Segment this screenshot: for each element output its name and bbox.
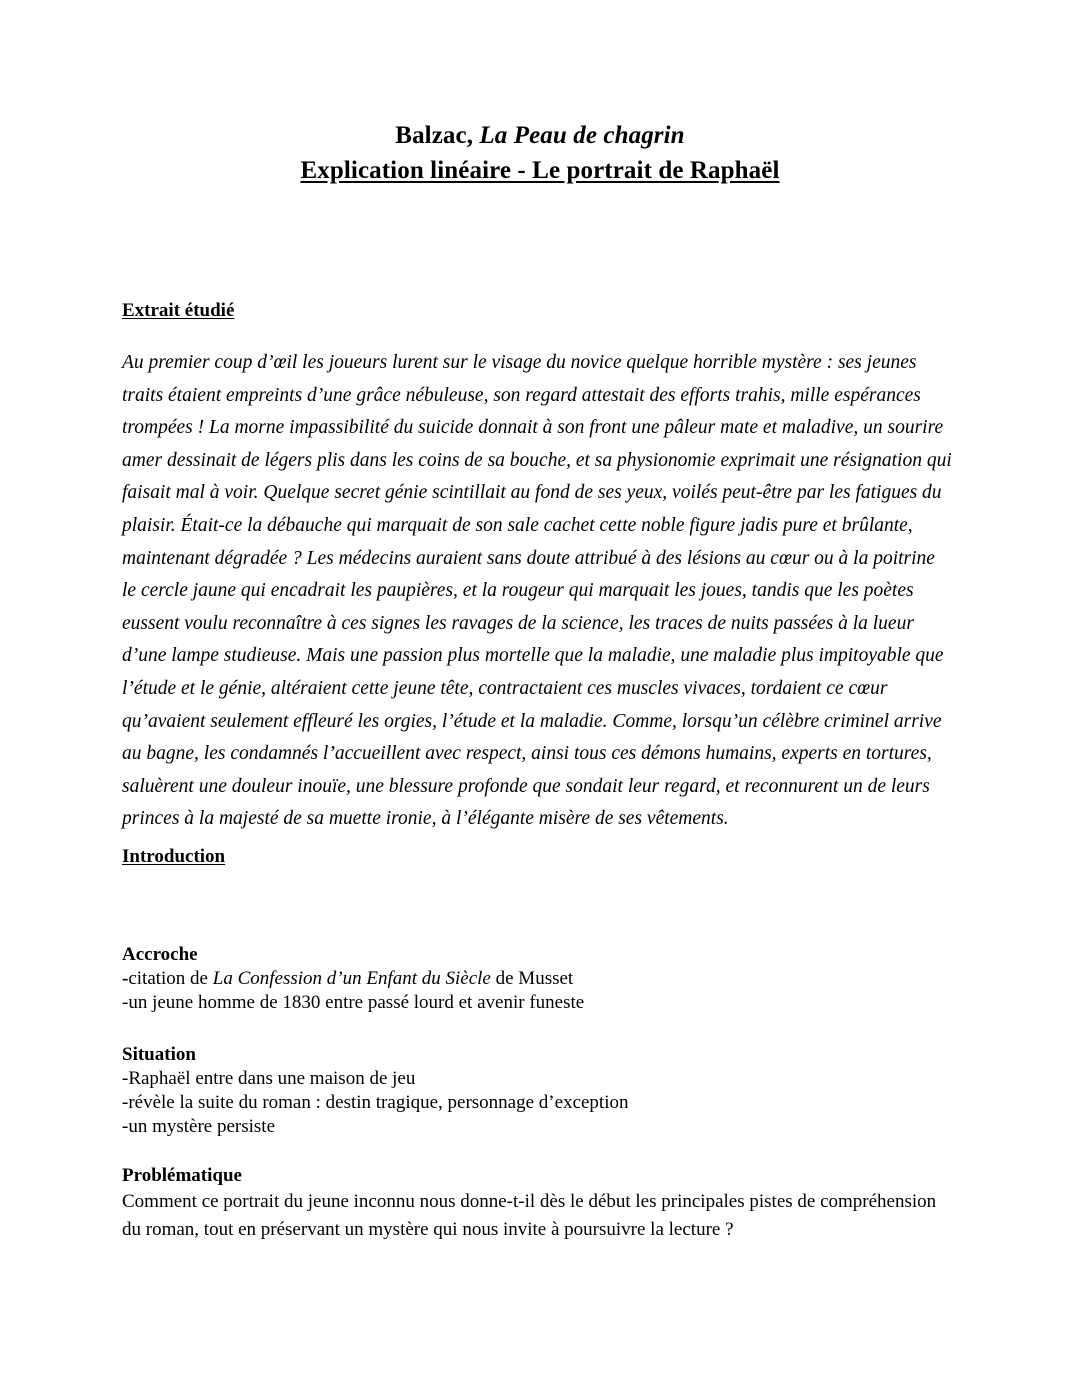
accroche-item-1-after: de Musset xyxy=(490,968,574,989)
heading-accroche: Accroche xyxy=(122,944,198,965)
document-title xyxy=(0,118,1080,188)
problematique-text: Comment ce portrait du jeune inconnu nous donne-t-il dès le début les principales pistes de compréhension du roman, tout en préservant un mystère qui nous invite à poursuivre la lecture ? xyxy=(122,1191,937,1240)
title-line-author-work xyxy=(0,118,1080,153)
accroche-item-1 xyxy=(122,966,573,991)
situation-item-1: -Raphaël entre dans une maison de jeu xyxy=(122,1068,416,1089)
accroche-item-2: -un jeune homme de 1830 entre passé lourd et avenir funeste xyxy=(122,992,585,1013)
title-author: Balzac, xyxy=(395,122,480,149)
situation-item-2: -révèle la suite du roman : destin tragique, personnage d’exception xyxy=(122,1092,629,1113)
title-line-subtitle xyxy=(0,153,1080,188)
title-work: La Peau de chagrin xyxy=(479,122,685,149)
heading-problematique: Problématique xyxy=(122,1165,242,1186)
accroche-item-1-dash: - xyxy=(122,968,129,989)
heading-introduction: Introduction xyxy=(122,846,226,867)
heading-extrait-etudie: Extrait étudié xyxy=(122,300,235,321)
heading-situation: Situation xyxy=(122,1044,196,1065)
accroche-item-1-before: citation de xyxy=(128,968,213,989)
accroche-item-1-work: La Confession d’un Enfant du Siècle xyxy=(212,968,491,989)
title-subtitle: Explication linéaire - Le portrait de Raphaël xyxy=(300,157,780,184)
extract-passage: Au premier coup d’œil les joueurs lurent sur le visage du novice quelque horrible mystère : ses jeunes traits étaient empreints d’une grâce nébuleuse, son regard attestait des efforts trahis, mille espérances trompées ! La morne impassibilité du suicide donnait à son front une pâleur mate et maladive, un sourire amer dessinait de légers plis dans les coins de sa bouche, et sa physionomie exprimait une résignation qui faisait mal à voir. Quelque secret génie scintillait au fond de ses yeux, voilés peut-être par les fatigues du plaisir. Était-ce la débauche qui marquait de son sale cachet cette noble figure jadis pure et brûlante, maintenant dégradée ? Les médecins auraient sans doute attribué à des lésions au cœur ou à la poitrine le cercle jaune qui encadrait les paupières, et la rougeur qui marquait les joues, tandis que les poètes eussent voulu reconnaître à ces signes les ravages de la science, les traces de nuits passées à la lueur d’une lampe studieuse. Mais une passion plus mortelle que la maladie, une maladie plus impitoyable que l’étude et le génie, altéraient cette jeune tête, contractaient ces muscles vivaces, tordaient ce cœur qu’avaient seulement effleuré les orgies, l’étude et la maladie. Comme, lorsqu’un célèbre criminel arrive au bagne, les condamnés l’accueillent avec respect, ainsi tous ces démons humains, experts en tortures, saluèrent une douleur inouïe, une blessure profonde que sondait leur regard, et reconnurent un de leurs princes à la majesté de sa muette ironie, à l’élégante misère de ses vêtements. xyxy=(122,352,952,830)
situation-item-3: -un mystère persiste xyxy=(122,1116,276,1137)
